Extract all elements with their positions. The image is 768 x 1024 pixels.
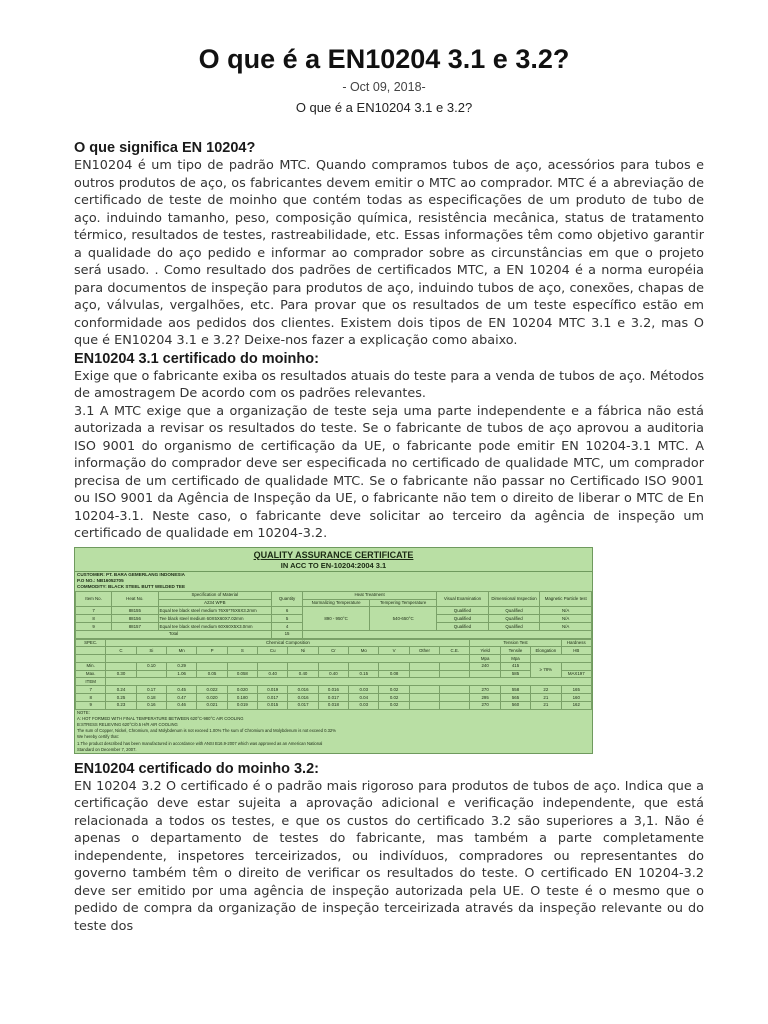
test-item: 8 <box>76 694 106 702</box>
min-si: 0.10 <box>136 662 166 670</box>
test-hb: 165 <box>561 686 592 694</box>
min-ni <box>288 662 318 670</box>
row-label: ITEM <box>76 678 106 686</box>
max-cu: 0.40 <box>258 670 288 678</box>
certificate-chemistry-table <box>75 639 592 710</box>
item-visual: Qualified <box>437 622 489 630</box>
test-p: 0.022 <box>197 686 227 694</box>
test-elong: 21 <box>531 701 561 709</box>
test-ni: 0.016 <box>288 686 318 694</box>
certificate-customer: CUSTOMER: PT. BARA GEMERLANG INDONESIA <box>77 571 185 577</box>
item-qty: 5 <box>272 615 303 623</box>
section-text-en10204: EN10204 é um tipo de padrão MTC. Quando compramos tubos de aço, acessórios para tubos e outros produtos de aço, os fabricantes devem emitir o MTC ao comprador. MTC é a abreviação de certificado de teste de moinho que contém todas as especificações de um produto de tubo de aço. induindo tamanho, peso, composição química, resistência mecânica, status de tratamento térmico, resultados de testes, rastreabilidade, etc. Essas informações têm como objetivo garantir a qualidade do aço pedido e informar ao comprador sobre as circunstâncias em que o projeto será usado. . Como resultado dos padrões de certificados MTC, a EN 10204 é a norma européia para documentos de inspeção para produtos de aço, induindo tubos de aço, conexões, chapas de aço, válvulas, vergalhões, etc. Para provar que os resultados de um teste específico estão em conformidade aos pedidos dos clientes. Existem dois tipos de EN 10204 MTC 3.1 e 3.2, mas O que é EN10204 3.1 e 3.2? Deixe-nos fazer a explicação como abaixo. <box>74 158 704 348</box>
item-desc: Equal tee black steel medium 60X60X5X3.0mm <box>158 622 272 630</box>
th-yield: Yield <box>470 647 500 655</box>
max-yield <box>470 670 500 678</box>
max-cr: 0.40 <box>318 670 348 678</box>
min-p <box>197 662 227 670</box>
heat-no: 88156 <box>112 615 158 623</box>
item-desc: Equal tee black steel medium 76X6*76X6X3.2mm <box>158 607 272 615</box>
test-v: 0.02 <box>379 694 409 702</box>
test-s: 0.180 <box>227 694 257 702</box>
test-cu: 0.017 <box>258 694 288 702</box>
test-item: 9 <box>76 701 106 709</box>
th-si: Si <box>136 647 166 655</box>
blank-cell <box>76 647 106 655</box>
test-mn: 0.46 <box>167 701 197 709</box>
blank-cell <box>76 655 106 663</box>
test-other <box>409 701 439 709</box>
certificate-title: QUALITY ASSURANCE CERTIFICATE <box>253 549 414 560</box>
row-label: Max. <box>76 670 106 678</box>
item-mag: N/A <box>540 607 592 615</box>
section-heading-3-2: EN10204 certificado do moinho 3.2: <box>74 760 319 777</box>
test-other <box>409 694 439 702</box>
quality-certificate-image <box>74 547 593 754</box>
post-date: - Oct 09, 2018- <box>342 80 426 94</box>
certificate-notes <box>75 710 592 754</box>
test-c: 0.25 <box>106 694 136 702</box>
note-line: B:STRESS RELIEVING 620°C/0.5 H/R AIR COOLING <box>77 722 178 728</box>
row-label: Min. <box>76 662 106 670</box>
test-tensile: 558 <box>500 686 530 694</box>
max-row <box>76 670 592 678</box>
item-qty: 6 <box>272 607 303 615</box>
test-ni: 0.017 <box>288 701 318 709</box>
min-yield: 240 <box>470 662 500 670</box>
test-other <box>409 686 439 694</box>
max-si <box>136 670 166 678</box>
tempering-temp: 540-650°C <box>370 607 437 630</box>
min-tensile: 415 <box>500 662 530 670</box>
test-v: 0.02 <box>379 701 409 709</box>
max-other <box>409 670 439 678</box>
th-mag: Magnetic Particle test <box>540 591 592 607</box>
test-c: 0.24 <box>106 686 136 694</box>
certificate-commodity: COMMODITY: BLACK STEEL BUTT WELDED TEE <box>77 584 186 590</box>
test-cu: 0.015 <box>258 701 288 709</box>
min-row <box>76 662 592 670</box>
max-p: 0.05 <box>197 670 227 678</box>
th-visual: Visual Examination <box>437 591 489 607</box>
th-tension: Tension Test <box>470 639 561 647</box>
max-hb: MAX197 <box>561 670 592 678</box>
page-subtitle: O que é a EN10204 3.1 e 3.2? <box>295 100 473 115</box>
test-row <box>76 686 592 694</box>
note-line: A: HOT FORMED WITH FINAL TEMPERATURE BETWEEN 620°C-980°C AIR COOLING <box>77 715 244 721</box>
item-no: 8 <box>76 615 112 623</box>
th-heat-treatment: Heat Treatment <box>303 591 437 599</box>
min-elong: ≥ 78% <box>531 662 561 678</box>
item-visual: Qualified <box>437 615 489 623</box>
blank-cell <box>106 655 470 663</box>
item-visual: Qualified <box>437 607 489 615</box>
certificate-items-table <box>75 591 592 639</box>
min-c <box>106 662 136 670</box>
test-si: 0.16 <box>136 701 166 709</box>
min-hb <box>561 662 592 670</box>
item-dim: Qualified <box>488 622 540 630</box>
test-yield: 295 <box>470 694 500 702</box>
max-mo: 0.15 <box>349 670 379 678</box>
test-mo: 0.03 <box>349 686 379 694</box>
th-cr: Cr <box>318 647 348 655</box>
item-dim: Qualified <box>488 607 540 615</box>
th-quantity: Quantity <box>272 591 303 607</box>
th-chem: Chemical Composition <box>106 639 470 647</box>
test-hb: 160 <box>561 694 592 702</box>
th-hardness: Hardness <box>561 639 592 647</box>
max-c: 0.30 <box>106 670 136 678</box>
test-ce <box>440 686 470 694</box>
test-ce <box>440 694 470 702</box>
max-tensile: 585 <box>500 670 530 678</box>
th-ni: Ni <box>288 647 318 655</box>
th-v: V <box>379 647 409 655</box>
th-p: P <box>197 647 227 655</box>
test-mn: 0.47 <box>167 694 197 702</box>
test-s: 0.020 <box>227 686 257 694</box>
th-tempering: Tempering Temperature <box>370 599 437 607</box>
test-elong: 21 <box>531 694 561 702</box>
note-line: Standard on December 7, 2007. <box>77 746 137 752</box>
min-cu <box>258 662 288 670</box>
section-heading-3-1: EN10204 3.1 certificado do moinho: <box>74 350 319 367</box>
test-yield: 270 <box>470 686 500 694</box>
th-item-no: Item No. <box>76 591 112 607</box>
test-row <box>76 694 592 702</box>
test-yield: 270 <box>470 701 500 709</box>
test-cr: 0.018 <box>318 701 348 709</box>
test-mo: 0.04 <box>349 694 379 702</box>
test-tensile: 560 <box>500 701 530 709</box>
item-no: 7 <box>76 607 112 615</box>
th-c: C <box>106 647 136 655</box>
max-ce <box>440 670 470 678</box>
th-heat-no: Heat No. <box>112 591 158 607</box>
test-ni: 0.016 <box>288 694 318 702</box>
test-si: 0.18 <box>136 694 166 702</box>
test-ce <box>440 701 470 709</box>
certificate-subtitle: IN ACC TO EN-10204:2004 3.1 <box>75 561 592 572</box>
test-tensile: 565 <box>500 694 530 702</box>
max-mn: 1.06 <box>167 670 197 678</box>
item-desc: Tee black steel medium 60X5X60X7.02mm <box>158 615 272 623</box>
section-text-3-1-b: 3.1 A MTC exige que a organização de teste seja uma parte independente e a fábrica não está autorizada a revisar os resultados do teste. Se o fabricante de tubos de aço aprovou a auditoria ISO 9001 do organismo de certificação da UE, o fabricante pode emitir EN 10204-3.1 MTC. A informação do comprador deve ser especificada no certificado de qualidade MTC, um comprador precisa de um certificado de qualidade MTC. Se o fabricante não passar no Certificado ISO 9001 ou ISO 9001 da Agência de Inspeção da UE, o fabricante não tem o direito de liberar o MTC de En 10204-3.1. Neste caso, o fabricante deve solicitar ao terceiro da agência de inspeção um certificado de qualidade em 10204-3.2. <box>74 403 704 541</box>
th-s: S <box>227 647 257 655</box>
min-other <box>409 662 439 670</box>
test-c: 0.23 <box>106 701 136 709</box>
section-heading-en10204: O que significa EN 10204? <box>74 140 256 156</box>
test-p: 0.021 <box>197 701 227 709</box>
item-no: 9 <box>76 622 112 630</box>
test-v: 0.02 <box>379 686 409 694</box>
test-cu: 0.019 <box>258 686 288 694</box>
certificate-po: P.O NO.: NB16052705 <box>77 577 124 583</box>
item-mag: N/A <box>540 622 592 630</box>
min-s <box>227 662 257 670</box>
th-normalizing: Normalizing Temperature <box>303 599 370 607</box>
max-v: 0.08 <box>379 670 409 678</box>
max-s: 0.058 <box>227 670 257 678</box>
test-row <box>76 701 592 709</box>
th-ce: C.E. <box>440 647 470 655</box>
test-hb: 162 <box>561 701 592 709</box>
min-mo <box>349 662 379 670</box>
test-p: 0.020 <box>197 694 227 702</box>
section-text-3-2: EN 10204 3.2 O certificado é o padrão mais rigoroso para produtos de tubos de aço. Indica que a certificação deve estar sujeita a aprovação adicional e verificação independente, que está relacionada a todos os testes, e que os custos do certificado 3.2 são superiores a 3,1. Não é apenas o departamento de testes do fabricante, mas também a parte completamente independente, inspetores terceirizados, ou indivíduos, compradores ou representantes do governo também têm o direito de verificar os resultados do teste. O certificado EN 10204-3.2 deve ser emitido por uma agência de inspeção autorizada pela UE. O teste é o mesmo que o pedido de compra da organização de inspeção terceirizada através da inspeção relevante ou do teste dos <box>74 778 704 934</box>
min-ce <box>440 662 470 670</box>
test-si: 0.17 <box>136 686 166 694</box>
th-cu: Cu <box>258 647 288 655</box>
th-hb: HB <box>561 647 592 655</box>
th-mpa-tensile: Mpa <box>500 655 530 663</box>
total-filler <box>303 630 592 638</box>
th-dim: Dimensional Inspection <box>488 591 540 607</box>
note-line: 1.The product described has been manufactured in accordance with ANSI B16.9-2007 which was approved as an American National <box>77 740 323 746</box>
normalizing-temp: 890 - 950°C <box>303 607 370 630</box>
min-cr <box>318 662 348 670</box>
heat-no: 88155 <box>112 607 158 615</box>
min-v <box>379 662 409 670</box>
note-line: We hereby certify that: <box>77 734 119 740</box>
item-qty: 4 <box>272 622 303 630</box>
th-spec-std: A234 WPB <box>158 599 272 607</box>
min-mn: 0.29 <box>167 662 197 670</box>
th-other: Other <box>409 647 439 655</box>
heat-no: 88157 <box>112 622 158 630</box>
th-mo: Mo <box>349 647 379 655</box>
test-elong: 22 <box>531 686 561 694</box>
th-spec-short: SPEC. <box>76 639 106 647</box>
test-mn: 0.45 <box>167 686 197 694</box>
th-mpa-yield: Mpa <box>470 655 500 663</box>
test-item: 7 <box>76 686 106 694</box>
note-line: NOTE: <box>77 709 90 715</box>
blank-cell <box>106 678 592 686</box>
note-line: The sum of Copper, Nickel, Chromium, and Molybdenum is not exceed 1.00% The sum of Chromium and Molybdenum is not exceed 0.32% <box>77 728 336 734</box>
total-value: 15 <box>272 630 303 638</box>
item-mag: N/A <box>540 615 592 623</box>
total-label: Total <box>76 630 272 638</box>
item-dim: Qualified <box>488 615 540 623</box>
page-title: O que é a EN10204 3.1 e 3.2? <box>198 44 570 74</box>
th-tensile: Tensile <box>500 647 530 655</box>
max-ni: 0.40 <box>288 670 318 678</box>
th-spec: Specification of Material <box>158 591 272 599</box>
blank-cell <box>531 655 592 663</box>
test-s: 0.019 <box>227 701 257 709</box>
section-text-3-1-a: Exige que o fabricante exiba os resultados atuais do teste para a venda de tubos de aço. Métodos de amostragem De acordo com os padrões relevantes. <box>74 368 704 401</box>
th-mn: Mn <box>167 647 197 655</box>
article-body <box>74 139 704 935</box>
test-cr: 0.017 <box>318 694 348 702</box>
test-mo: 0.03 <box>349 701 379 709</box>
test-cr: 0.016 <box>318 686 348 694</box>
th-elong: Elongation <box>531 647 561 655</box>
